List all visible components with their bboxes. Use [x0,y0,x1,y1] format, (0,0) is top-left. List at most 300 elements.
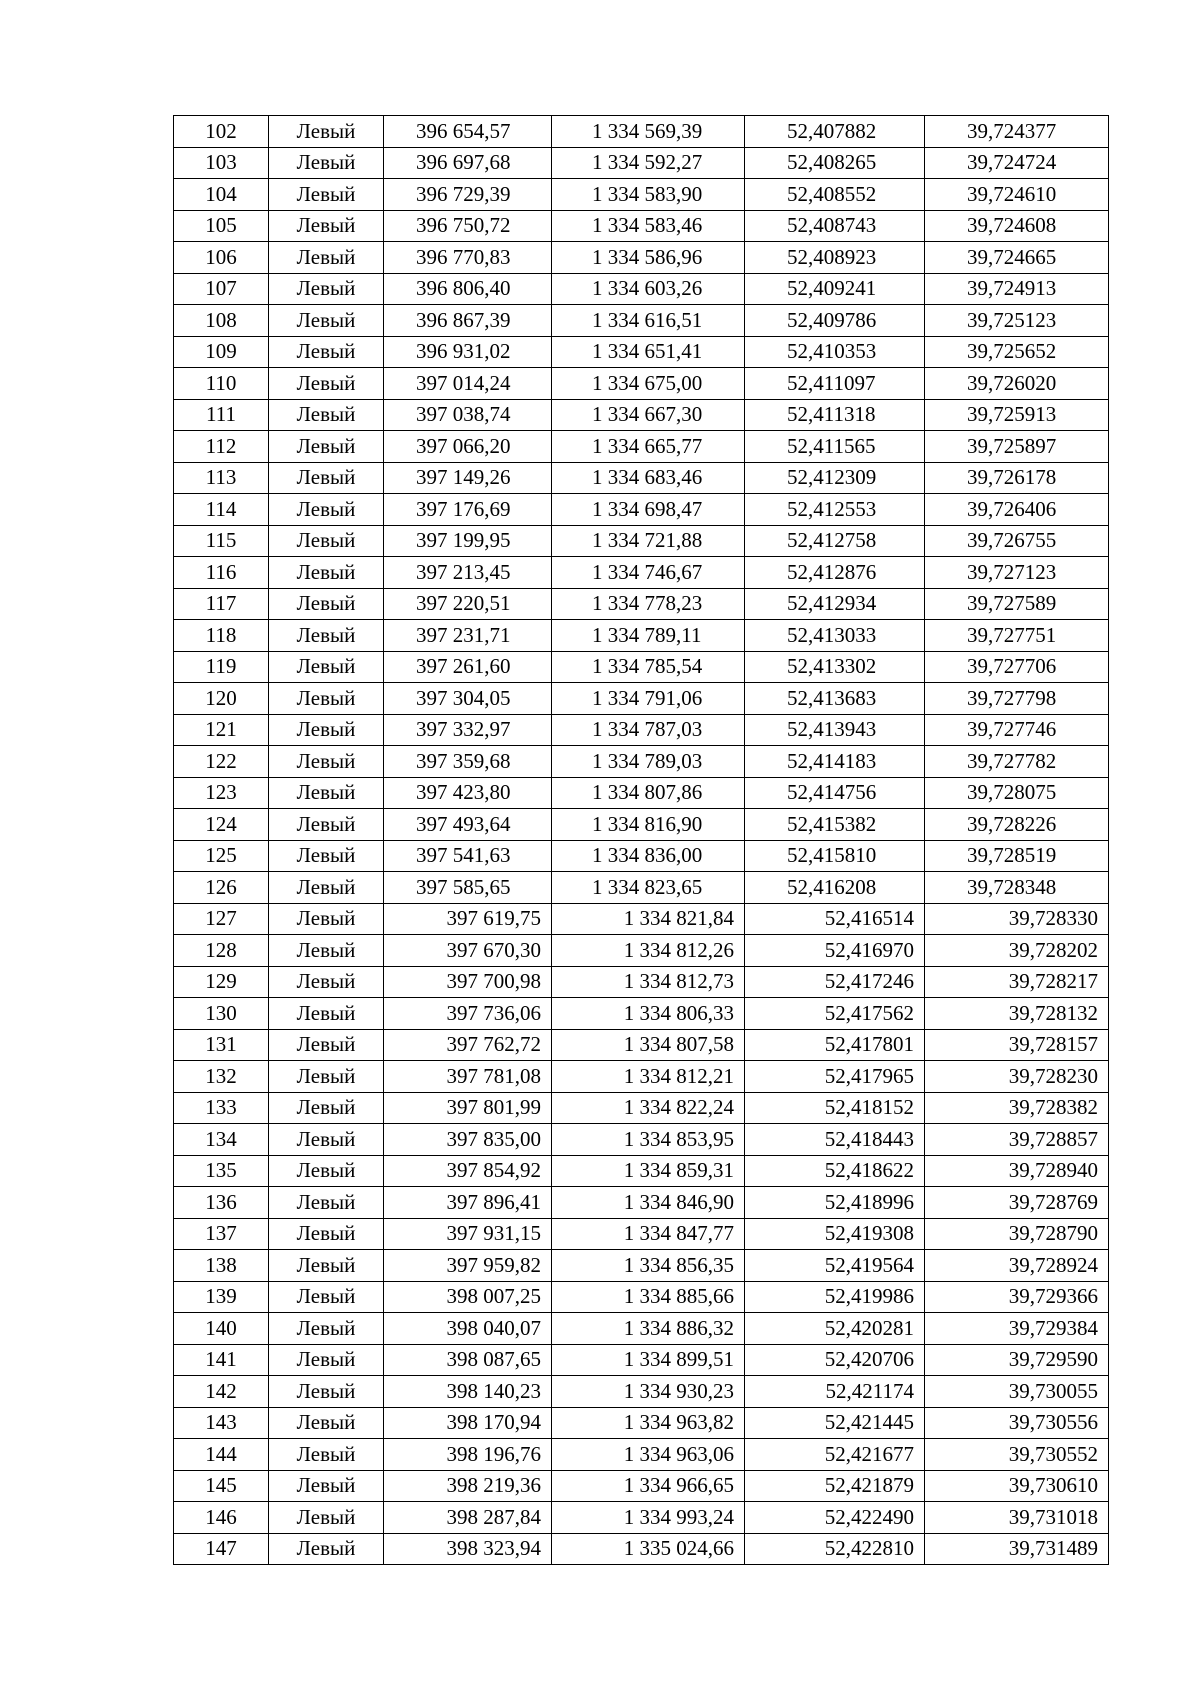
latitude-cell: 52,413033 [745,620,925,652]
point-number-cell: 144 [174,1439,269,1471]
y-coordinate-cell: 1 334 665,77 [552,431,745,463]
latitude-cell: 52,418152 [745,1092,925,1124]
y-coordinate-cell: 1 334 823,65 [552,872,745,904]
longitude-cell: 39,730610 [925,1470,1109,1502]
side-cell: Левый [269,1407,384,1439]
y-coordinate-cell: 1 334 807,86 [552,777,745,809]
longitude-cell: 39,724608 [925,210,1109,242]
point-number-cell: 114 [174,494,269,526]
x-coordinate-cell: 397 038,74 [384,399,552,431]
latitude-cell: 52,408743 [745,210,925,242]
x-coordinate-cell: 397 835,00 [384,1124,552,1156]
x-coordinate-cell: 397 261,60 [384,651,552,683]
table-row [174,1218,1109,1250]
table-row [174,462,1109,494]
table-row [174,1439,1109,1471]
latitude-cell: 52,415810 [745,840,925,872]
coordinates-table-body [174,116,1109,1565]
longitude-cell: 39,724610 [925,179,1109,211]
table-row [174,1470,1109,1502]
side-cell: Левый [269,273,384,305]
table-row [174,525,1109,557]
latitude-cell: 52,411097 [745,368,925,400]
y-coordinate-cell: 1 334 778,23 [552,588,745,620]
point-number-cell: 124 [174,809,269,841]
latitude-cell: 52,412758 [745,525,925,557]
table-row [174,1124,1109,1156]
longitude-cell: 39,728230 [925,1061,1109,1093]
table-row [174,210,1109,242]
point-number-cell: 126 [174,872,269,904]
side-cell: Левый [269,903,384,935]
longitude-cell: 39,724377 [925,116,1109,148]
y-coordinate-cell: 1 334 583,90 [552,179,745,211]
point-number-cell: 103 [174,147,269,179]
latitude-cell: 52,419564 [745,1250,925,1282]
latitude-cell: 52,422490 [745,1502,925,1534]
longitude-cell: 39,728075 [925,777,1109,809]
latitude-cell: 52,419986 [745,1281,925,1313]
point-number-cell: 129 [174,966,269,998]
table-row [174,431,1109,463]
table-row [174,714,1109,746]
point-number-cell: 136 [174,1187,269,1219]
longitude-cell: 39,728202 [925,935,1109,967]
point-number-cell: 130 [174,998,269,1030]
point-number-cell: 123 [174,777,269,809]
side-cell: Левый [269,966,384,998]
latitude-cell: 52,416514 [745,903,925,935]
side-cell: Левый [269,399,384,431]
point-number-cell: 104 [174,179,269,211]
longitude-cell: 39,727751 [925,620,1109,652]
latitude-cell: 52,409786 [745,305,925,337]
x-coordinate-cell: 396 770,83 [384,242,552,274]
latitude-cell: 52,411565 [745,431,925,463]
coordinates-table [173,115,1109,1565]
longitude-cell: 39,726406 [925,494,1109,526]
point-number-cell: 137 [174,1218,269,1250]
y-coordinate-cell: 1 334 569,39 [552,116,745,148]
table-row [174,966,1109,998]
point-number-cell: 113 [174,462,269,494]
longitude-cell: 39,728330 [925,903,1109,935]
longitude-cell: 39,725652 [925,336,1109,368]
table-row [174,1344,1109,1376]
side-cell: Левый [269,777,384,809]
longitude-cell: 39,725913 [925,399,1109,431]
table-row [174,147,1109,179]
side-cell: Левый [269,336,384,368]
y-coordinate-cell: 1 334 822,24 [552,1092,745,1124]
latitude-cell: 52,417801 [745,1029,925,1061]
x-coordinate-cell: 397 585,65 [384,872,552,904]
side-cell: Левый [269,1061,384,1093]
x-coordinate-cell: 397 359,68 [384,746,552,778]
x-coordinate-cell: 397 014,24 [384,368,552,400]
table-row [174,1092,1109,1124]
table-row [174,399,1109,431]
point-number-cell: 147 [174,1533,269,1565]
latitude-cell: 52,409241 [745,273,925,305]
point-number-cell: 133 [174,1092,269,1124]
point-number-cell: 107 [174,273,269,305]
longitude-cell: 39,724724 [925,147,1109,179]
x-coordinate-cell: 396 931,02 [384,336,552,368]
latitude-cell: 52,408265 [745,147,925,179]
y-coordinate-cell: 1 334 721,88 [552,525,745,557]
y-coordinate-cell: 1 334 847,77 [552,1218,745,1250]
longitude-cell: 39,728217 [925,966,1109,998]
table-row [174,1155,1109,1187]
x-coordinate-cell: 396 750,72 [384,210,552,242]
side-cell: Левый [269,1313,384,1345]
side-cell: Левый [269,462,384,494]
table-row [174,998,1109,1030]
latitude-cell: 52,422810 [745,1533,925,1565]
y-coordinate-cell: 1 334 966,65 [552,1470,745,1502]
longitude-cell: 39,724665 [925,242,1109,274]
latitude-cell: 52,411318 [745,399,925,431]
point-number-cell: 118 [174,620,269,652]
latitude-cell: 52,421174 [745,1376,925,1408]
table-row [174,809,1109,841]
y-coordinate-cell: 1 334 787,03 [552,714,745,746]
longitude-cell: 39,728769 [925,1187,1109,1219]
x-coordinate-cell: 397 304,05 [384,683,552,715]
x-coordinate-cell: 397 700,98 [384,966,552,998]
x-coordinate-cell: 397 541,63 [384,840,552,872]
table-row [174,588,1109,620]
side-cell: Левый [269,1155,384,1187]
latitude-cell: 52,407882 [745,116,925,148]
latitude-cell: 52,421879 [745,1470,925,1502]
x-coordinate-cell: 398 007,25 [384,1281,552,1313]
y-coordinate-cell: 1 334 899,51 [552,1344,745,1376]
table-row [174,368,1109,400]
side-cell: Левый [269,1092,384,1124]
longitude-cell: 39,726178 [925,462,1109,494]
x-coordinate-cell: 397 736,06 [384,998,552,1030]
point-number-cell: 143 [174,1407,269,1439]
point-number-cell: 120 [174,683,269,715]
y-coordinate-cell: 1 334 785,54 [552,651,745,683]
longitude-cell: 39,727706 [925,651,1109,683]
table-row [174,683,1109,715]
table-row [174,1029,1109,1061]
side-cell: Левый [269,1124,384,1156]
point-number-cell: 105 [174,210,269,242]
table-row [174,336,1109,368]
x-coordinate-cell: 397 781,08 [384,1061,552,1093]
table-row [174,872,1109,904]
point-number-cell: 127 [174,903,269,935]
side-cell: Левый [269,147,384,179]
side-cell: Левый [269,683,384,715]
y-coordinate-cell: 1 334 746,67 [552,557,745,589]
table-row [174,903,1109,935]
x-coordinate-cell: 397 149,26 [384,462,552,494]
side-cell: Левый [269,116,384,148]
x-coordinate-cell: 397 801,99 [384,1092,552,1124]
y-coordinate-cell: 1 334 853,95 [552,1124,745,1156]
side-cell: Левый [269,840,384,872]
side-cell: Левый [269,179,384,211]
longitude-cell: 39,725123 [925,305,1109,337]
point-number-cell: 134 [174,1124,269,1156]
longitude-cell: 39,724913 [925,273,1109,305]
point-number-cell: 122 [174,746,269,778]
point-number-cell: 110 [174,368,269,400]
side-cell: Левый [269,620,384,652]
table-row [174,242,1109,274]
latitude-cell: 52,413943 [745,714,925,746]
y-coordinate-cell: 1 334 583,46 [552,210,745,242]
table-row [174,305,1109,337]
latitude-cell: 52,417562 [745,998,925,1030]
point-number-cell: 112 [174,431,269,463]
table-row [174,777,1109,809]
latitude-cell: 52,408923 [745,242,925,274]
y-coordinate-cell: 1 334 836,00 [552,840,745,872]
x-coordinate-cell: 397 199,95 [384,525,552,557]
x-coordinate-cell: 397 423,80 [384,777,552,809]
x-coordinate-cell: 397 493,64 [384,809,552,841]
x-coordinate-cell: 397 176,69 [384,494,552,526]
longitude-cell: 39,729366 [925,1281,1109,1313]
longitude-cell: 39,726755 [925,525,1109,557]
y-coordinate-cell: 1 334 963,06 [552,1439,745,1471]
x-coordinate-cell: 397 854,92 [384,1155,552,1187]
latitude-cell: 52,416208 [745,872,925,904]
longitude-cell: 39,728924 [925,1250,1109,1282]
y-coordinate-cell: 1 334 963,82 [552,1407,745,1439]
longitude-cell: 39,727798 [925,683,1109,715]
point-number-cell: 119 [174,651,269,683]
x-coordinate-cell: 397 231,71 [384,620,552,652]
latitude-cell: 52,418443 [745,1124,925,1156]
x-coordinate-cell: 398 040,07 [384,1313,552,1345]
table-row [174,557,1109,589]
y-coordinate-cell: 1 334 821,84 [552,903,745,935]
point-number-cell: 141 [174,1344,269,1376]
table-row [174,179,1109,211]
x-coordinate-cell: 397 959,82 [384,1250,552,1282]
table-row [174,840,1109,872]
point-number-cell: 125 [174,840,269,872]
x-coordinate-cell: 396 697,68 [384,147,552,179]
latitude-cell: 52,418622 [745,1155,925,1187]
table-row [174,116,1109,148]
longitude-cell: 39,727589 [925,588,1109,620]
y-coordinate-cell: 1 334 616,51 [552,305,745,337]
x-coordinate-cell: 398 323,94 [384,1533,552,1565]
latitude-cell: 52,412553 [745,494,925,526]
longitude-cell: 39,725897 [925,431,1109,463]
x-coordinate-cell: 398 087,65 [384,1344,552,1376]
side-cell: Левый [269,1502,384,1534]
table-row [174,273,1109,305]
x-coordinate-cell: 398 219,36 [384,1470,552,1502]
x-coordinate-cell: 397 066,20 [384,431,552,463]
point-number-cell: 111 [174,399,269,431]
longitude-cell: 39,729384 [925,1313,1109,1345]
x-coordinate-cell: 396 654,57 [384,116,552,148]
latitude-cell: 52,412876 [745,557,925,589]
x-coordinate-cell: 398 140,23 [384,1376,552,1408]
latitude-cell: 52,421677 [745,1439,925,1471]
y-coordinate-cell: 1 334 683,46 [552,462,745,494]
longitude-cell: 39,728132 [925,998,1109,1030]
longitude-cell: 39,731489 [925,1533,1109,1565]
latitude-cell: 52,414756 [745,777,925,809]
point-number-cell: 116 [174,557,269,589]
point-number-cell: 109 [174,336,269,368]
longitude-cell: 39,727746 [925,714,1109,746]
longitude-cell: 39,728857 [925,1124,1109,1156]
side-cell: Левый [269,935,384,967]
latitude-cell: 52,419308 [745,1218,925,1250]
table-row [174,620,1109,652]
latitude-cell: 52,415382 [745,809,925,841]
longitude-cell: 39,727782 [925,746,1109,778]
point-number-cell: 132 [174,1061,269,1093]
side-cell: Левый [269,1281,384,1313]
y-coordinate-cell: 1 334 859,31 [552,1155,745,1187]
y-coordinate-cell: 1 334 789,11 [552,620,745,652]
table-row [174,746,1109,778]
y-coordinate-cell: 1 334 698,47 [552,494,745,526]
side-cell: Левый [269,588,384,620]
y-coordinate-cell: 1 334 930,23 [552,1376,745,1408]
latitude-cell: 52,408552 [745,179,925,211]
point-number-cell: 121 [174,714,269,746]
table-row [174,1376,1109,1408]
longitude-cell: 39,729590 [925,1344,1109,1376]
side-cell: Левый [269,1187,384,1219]
x-coordinate-cell: 398 196,76 [384,1439,552,1471]
longitude-cell: 39,731018 [925,1502,1109,1534]
side-cell: Левый [269,1029,384,1061]
latitude-cell: 52,412934 [745,588,925,620]
side-cell: Левый [269,809,384,841]
x-coordinate-cell: 397 213,45 [384,557,552,589]
longitude-cell: 39,728226 [925,809,1109,841]
y-coordinate-cell: 1 334 812,21 [552,1061,745,1093]
latitude-cell: 52,421445 [745,1407,925,1439]
latitude-cell: 52,420706 [745,1344,925,1376]
y-coordinate-cell: 1 334 592,27 [552,147,745,179]
table-row [174,1061,1109,1093]
side-cell: Левый [269,1218,384,1250]
y-coordinate-cell: 1 334 667,30 [552,399,745,431]
point-number-cell: 117 [174,588,269,620]
y-coordinate-cell: 1 334 885,66 [552,1281,745,1313]
y-coordinate-cell: 1 334 816,90 [552,809,745,841]
side-cell: Левый [269,1344,384,1376]
longitude-cell: 39,728348 [925,872,1109,904]
longitude-cell: 39,730055 [925,1376,1109,1408]
point-number-cell: 145 [174,1470,269,1502]
point-number-cell: 106 [174,242,269,274]
y-coordinate-cell: 1 334 807,58 [552,1029,745,1061]
x-coordinate-cell: 398 287,84 [384,1502,552,1534]
side-cell: Левый [269,1470,384,1502]
longitude-cell: 39,728940 [925,1155,1109,1187]
x-coordinate-cell: 397 670,30 [384,935,552,967]
longitude-cell: 39,730552 [925,1439,1109,1471]
side-cell: Левый [269,714,384,746]
x-coordinate-cell: 396 867,39 [384,305,552,337]
table-row [174,1407,1109,1439]
y-coordinate-cell: 1 334 789,03 [552,746,745,778]
y-coordinate-cell: 1 334 812,73 [552,966,745,998]
latitude-cell: 52,420281 [745,1313,925,1345]
x-coordinate-cell: 397 220,51 [384,588,552,620]
latitude-cell: 52,417965 [745,1061,925,1093]
side-cell: Левый [269,525,384,557]
x-coordinate-cell: 397 332,97 [384,714,552,746]
side-cell: Левый [269,242,384,274]
table-row [174,1313,1109,1345]
y-coordinate-cell: 1 334 846,90 [552,1187,745,1219]
point-number-cell: 140 [174,1313,269,1345]
side-cell: Левый [269,1250,384,1282]
latitude-cell: 52,417246 [745,966,925,998]
table-row [174,1502,1109,1534]
x-coordinate-cell: 396 806,40 [384,273,552,305]
y-coordinate-cell: 1 335 024,66 [552,1533,745,1565]
point-number-cell: 146 [174,1502,269,1534]
side-cell: Левый [269,557,384,589]
side-cell: Левый [269,1376,384,1408]
table-row [174,1533,1109,1565]
y-coordinate-cell: 1 334 651,41 [552,336,745,368]
side-cell: Левый [269,1439,384,1471]
y-coordinate-cell: 1 334 675,00 [552,368,745,400]
side-cell: Левый [269,998,384,1030]
y-coordinate-cell: 1 334 806,33 [552,998,745,1030]
latitude-cell: 52,414183 [745,746,925,778]
x-coordinate-cell: 398 170,94 [384,1407,552,1439]
y-coordinate-cell: 1 334 856,35 [552,1250,745,1282]
point-number-cell: 102 [174,116,269,148]
table-row [174,1281,1109,1313]
y-coordinate-cell: 1 334 886,32 [552,1313,745,1345]
side-cell: Левый [269,305,384,337]
latitude-cell: 52,410353 [745,336,925,368]
point-number-cell: 115 [174,525,269,557]
side-cell: Левый [269,210,384,242]
point-number-cell: 139 [174,1281,269,1313]
point-number-cell: 135 [174,1155,269,1187]
side-cell: Левый [269,872,384,904]
longitude-cell: 39,728519 [925,840,1109,872]
y-coordinate-cell: 1 334 993,24 [552,1502,745,1534]
side-cell: Левый [269,1533,384,1565]
point-number-cell: 138 [174,1250,269,1282]
latitude-cell: 52,413683 [745,683,925,715]
latitude-cell: 52,416970 [745,935,925,967]
y-coordinate-cell: 1 334 603,26 [552,273,745,305]
side-cell: Левый [269,746,384,778]
y-coordinate-cell: 1 334 791,06 [552,683,745,715]
point-number-cell: 131 [174,1029,269,1061]
longitude-cell: 39,728157 [925,1029,1109,1061]
y-coordinate-cell: 1 334 812,26 [552,935,745,967]
point-number-cell: 108 [174,305,269,337]
longitude-cell: 39,728790 [925,1218,1109,1250]
